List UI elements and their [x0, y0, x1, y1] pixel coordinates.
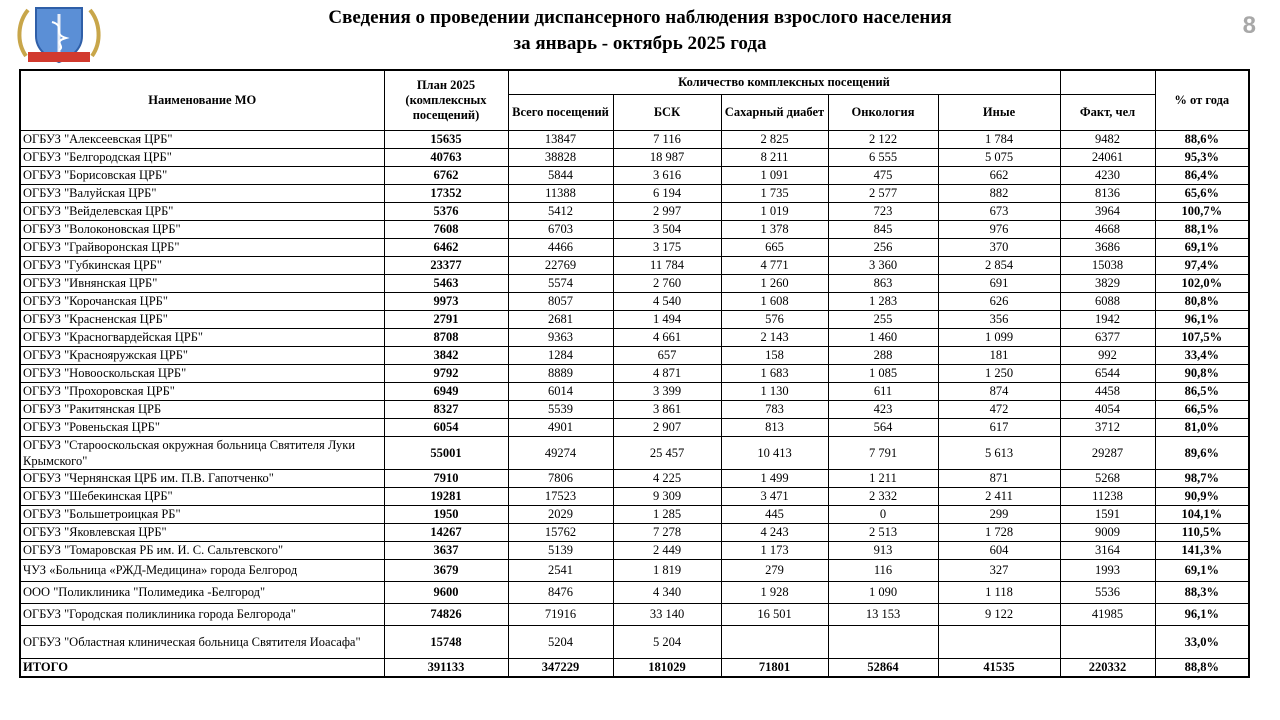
- cell-percent: 69,1%: [1155, 559, 1249, 581]
- table-row: [20, 603, 1249, 625]
- cell-percent: 33,4%: [1155, 346, 1249, 364]
- cell-oncology: [828, 625, 938, 658]
- cell-oncology: 863: [828, 274, 938, 292]
- cell-other: 1 099: [938, 328, 1060, 346]
- cell-oncology: 1 211: [828, 469, 938, 487]
- cell-diabetes: 4 771: [721, 256, 828, 274]
- table-row: [20, 541, 1249, 559]
- cell-plan: 14267: [384, 523, 508, 541]
- header-blank: [1060, 70, 1155, 94]
- cell-total: 5139: [508, 541, 613, 559]
- cell-bsk: 18 987: [613, 148, 721, 166]
- cell-bsk: 2 997: [613, 202, 721, 220]
- cell-diabetes: 3 471: [721, 487, 828, 505]
- cell-fact: 8136: [1060, 184, 1155, 202]
- cell-fact: 5268: [1060, 469, 1155, 487]
- cell-oncology: 288: [828, 346, 938, 364]
- cell-diabetes: 279: [721, 559, 828, 581]
- cell-other: 604: [938, 541, 1060, 559]
- cell-name: ОГБУЗ "Краснояружская ЦРБ": [20, 346, 384, 364]
- cell-percent: 104,1%: [1155, 505, 1249, 523]
- title-line-1: Сведения о проведении диспансерного наблюдения взрослого населения: [328, 7, 952, 28]
- cell-bsk: 4 225: [613, 469, 721, 487]
- cell-name: ОГБУЗ "Ракитянская ЦРБ: [20, 400, 384, 418]
- cell-name: ОГБУЗ "Валуйская ЦРБ": [20, 184, 384, 202]
- cell-oncology: 913: [828, 541, 938, 559]
- cell-name: ОГБУЗ "Городская поликлиника города Белгорода": [20, 603, 384, 625]
- table-row: [20, 505, 1249, 523]
- cell-other: 370: [938, 238, 1060, 256]
- cell-oncology: 52864: [828, 658, 938, 677]
- cell-diabetes: 1 499: [721, 469, 828, 487]
- cell-fact: 3686: [1060, 238, 1155, 256]
- cell-name: ОГБУЗ "Борисовская ЦРБ": [20, 166, 384, 184]
- cell-name: ЧУЗ «Больница «РЖД-Медицина» города Белгород: [20, 559, 384, 581]
- cell-other: 181: [938, 346, 1060, 364]
- cell-fact: 24061: [1060, 148, 1155, 166]
- table-body: [20, 130, 1249, 677]
- cell-total: 4901: [508, 418, 613, 436]
- cell-percent: 98,7%: [1155, 469, 1249, 487]
- cell-total: 11388: [508, 184, 613, 202]
- cell-diabetes: 1 378: [721, 220, 828, 238]
- cell-total: 15762: [508, 523, 613, 541]
- cell-bsk: 3 616: [613, 166, 721, 184]
- cell-name: ОГБУЗ "Волоконовская ЦРБ": [20, 220, 384, 238]
- header-other: Иные: [938, 94, 1060, 130]
- cell-other: 882: [938, 184, 1060, 202]
- cell-name: ОГБУЗ "Чернянская ЦРБ им. П.В. Гапотченко": [20, 469, 384, 487]
- cell-fact: 4230: [1060, 166, 1155, 184]
- cell-bsk: 1 285: [613, 505, 721, 523]
- cell-total: 22769: [508, 256, 613, 274]
- cell-fact: 992: [1060, 346, 1155, 364]
- cell-fact: 1942: [1060, 310, 1155, 328]
- cell-fact: 29287: [1060, 436, 1155, 469]
- cell-total: 13847: [508, 130, 613, 148]
- cell-total: 5844: [508, 166, 613, 184]
- cell-name: ОГБУЗ "Новооскольская ЦРБ": [20, 364, 384, 382]
- cell-bsk: 3 175: [613, 238, 721, 256]
- cell-total: 8476: [508, 581, 613, 603]
- cell-other: 472: [938, 400, 1060, 418]
- cell-total: 38828: [508, 148, 613, 166]
- cell-total: 5574: [508, 274, 613, 292]
- cell-diabetes: 665: [721, 238, 828, 256]
- cell-other: 691: [938, 274, 1060, 292]
- cell-total: 6703: [508, 220, 613, 238]
- cell-name: ОГБУЗ "Белгородская ЦРБ": [20, 148, 384, 166]
- cell-diabetes: 10 413: [721, 436, 828, 469]
- cell-percent: 88,1%: [1155, 220, 1249, 238]
- cell-percent: 81,0%: [1155, 418, 1249, 436]
- cell-plan: 391133: [384, 658, 508, 677]
- cell-oncology: 2 513: [828, 523, 938, 541]
- cell-total: 2681: [508, 310, 613, 328]
- cell-other: 673: [938, 202, 1060, 220]
- cell-name: ОГБУЗ "Областная клиническая больница Святителя Иоасафа": [20, 625, 384, 658]
- header-bsk: БСК: [613, 94, 721, 130]
- cell-total: 49274: [508, 436, 613, 469]
- cell-bsk: 1 494: [613, 310, 721, 328]
- cell-other: 662: [938, 166, 1060, 184]
- organization-logo: [14, 2, 104, 68]
- cell-plan: 8327: [384, 400, 508, 418]
- cell-bsk: 2 907: [613, 418, 721, 436]
- table-row: [20, 625, 1249, 658]
- cell-plan: 15748: [384, 625, 508, 658]
- cell-plan: 3842: [384, 346, 508, 364]
- cell-percent: 110,5%: [1155, 523, 1249, 541]
- cell-name: ОГБУЗ "Ровеньская ЦРБ": [20, 418, 384, 436]
- cell-percent: 95,3%: [1155, 148, 1249, 166]
- cell-other: 1 784: [938, 130, 1060, 148]
- cell-diabetes: 2 143: [721, 328, 828, 346]
- cell-diabetes: 1 173: [721, 541, 828, 559]
- cell-name: ООО "Поликлиника "Полимедика -Белгород": [20, 581, 384, 603]
- cell-oncology: 1 460: [828, 328, 938, 346]
- cell-total: 4466: [508, 238, 613, 256]
- cell-total: 5412: [508, 202, 613, 220]
- cell-plan: 17352: [384, 184, 508, 202]
- cell-oncology: 13 153: [828, 603, 938, 625]
- cell-fact: 9482: [1060, 130, 1155, 148]
- cell-plan: 1950: [384, 505, 508, 523]
- cell-percent: 89,6%: [1155, 436, 1249, 469]
- cell-fact: 6544: [1060, 364, 1155, 382]
- cell-diabetes: 2 825: [721, 130, 828, 148]
- cell-diabetes: 8 211: [721, 148, 828, 166]
- cell-fact: 4054: [1060, 400, 1155, 418]
- cell-other: 874: [938, 382, 1060, 400]
- cell-total: 2029: [508, 505, 613, 523]
- cell-percent: 107,5%: [1155, 328, 1249, 346]
- header-total-visits: Всего посещений: [508, 94, 613, 130]
- cell-plan: 55001: [384, 436, 508, 469]
- table-row: [20, 130, 1249, 148]
- cell-bsk: 3 861: [613, 400, 721, 418]
- cell-bsk: 1 819: [613, 559, 721, 581]
- cell-fact: 3164: [1060, 541, 1155, 559]
- cell-fact: 1591: [1060, 505, 1155, 523]
- cell-bsk: 9 309: [613, 487, 721, 505]
- cell-percent: 88,3%: [1155, 581, 1249, 603]
- cell-plan: 19281: [384, 487, 508, 505]
- cell-fact: 1993: [1060, 559, 1155, 581]
- cell-other: 2 854: [938, 256, 1060, 274]
- cell-name: ОГБУЗ "Шебекинская ЦРБ": [20, 487, 384, 505]
- header-diabetes: Сахарный диабет: [721, 94, 828, 130]
- cell-total: 5539: [508, 400, 613, 418]
- cell-diabetes: 1 683: [721, 364, 828, 382]
- table-row: [20, 559, 1249, 581]
- cell-percent: 33,0%: [1155, 625, 1249, 658]
- cell-plan: 6949: [384, 382, 508, 400]
- cell-plan: 8708: [384, 328, 508, 346]
- cell-oncology: 116: [828, 559, 938, 581]
- cell-total: 2541: [508, 559, 613, 581]
- cell-plan: 23377: [384, 256, 508, 274]
- cell-total: 6014: [508, 382, 613, 400]
- cell-name: ОГБУЗ "Большетроицкая РБ": [20, 505, 384, 523]
- document-title: [250, 5, 1030, 57]
- table-row: [20, 346, 1249, 364]
- table-row: [20, 328, 1249, 346]
- table-row: [20, 166, 1249, 184]
- cell-bsk: 2 449: [613, 541, 721, 559]
- cell-bsk: 2 760: [613, 274, 721, 292]
- cell-bsk: 181029: [613, 658, 721, 677]
- cell-other: [938, 625, 1060, 658]
- cell-fact: [1060, 625, 1155, 658]
- cell-fact: 4458: [1060, 382, 1155, 400]
- cell-other: 356: [938, 310, 1060, 328]
- cell-total: 9363: [508, 328, 613, 346]
- cell-other: 1 728: [938, 523, 1060, 541]
- cell-diabetes: 1 735: [721, 184, 828, 202]
- cell-name: ОГБУЗ "Старооскольская окружная больница Святителя Луки Крымского": [20, 436, 384, 469]
- cell-fact: 15038: [1060, 256, 1155, 274]
- cell-percent: 97,4%: [1155, 256, 1249, 274]
- cell-total: 1284: [508, 346, 613, 364]
- cell-bsk: 33 140: [613, 603, 721, 625]
- cell-name: ОГБУЗ "Яковлевская ЦРБ": [20, 523, 384, 541]
- table-row: [20, 469, 1249, 487]
- cell-fact: 41985: [1060, 603, 1155, 625]
- cell-other: 41535: [938, 658, 1060, 677]
- header-name: Наименование МО: [20, 70, 384, 130]
- cell-total: 8889: [508, 364, 613, 382]
- cell-bsk: 4 661: [613, 328, 721, 346]
- cell-bsk: 3 504: [613, 220, 721, 238]
- cell-other: 5 613: [938, 436, 1060, 469]
- header-oncology: Онкология: [828, 94, 938, 130]
- table-row: [20, 238, 1249, 256]
- cell-name: ОГБУЗ "Прохоровская ЦРБ": [20, 382, 384, 400]
- cell-bsk: 4 871: [613, 364, 721, 382]
- cell-diabetes: [721, 625, 828, 658]
- cell-oncology: 2 122: [828, 130, 938, 148]
- dispensary-table: [19, 69, 1250, 678]
- cell-oncology: 723: [828, 202, 938, 220]
- cell-bsk: 5 204: [613, 625, 721, 658]
- table-row: [20, 220, 1249, 238]
- cell-diabetes: 71801: [721, 658, 828, 677]
- cell-diabetes: 813: [721, 418, 828, 436]
- cell-oncology: 255: [828, 310, 938, 328]
- cell-diabetes: 1 019: [721, 202, 828, 220]
- cell-bsk: 6 194: [613, 184, 721, 202]
- cell-other: 617: [938, 418, 1060, 436]
- cell-total: 7806: [508, 469, 613, 487]
- cell-diabetes: 445: [721, 505, 828, 523]
- cell-other: 626: [938, 292, 1060, 310]
- total-row: [20, 658, 1249, 677]
- cell-name: ИТОГО: [20, 658, 384, 677]
- cell-plan: 9792: [384, 364, 508, 382]
- cell-oncology: 7 791: [828, 436, 938, 469]
- cell-plan: 5463: [384, 274, 508, 292]
- cell-bsk: 657: [613, 346, 721, 364]
- header-visits-group: Количество комплексных посещений: [508, 70, 1060, 94]
- cell-oncology: 6 555: [828, 148, 938, 166]
- cell-plan: 15635: [384, 130, 508, 148]
- cell-total: 347229: [508, 658, 613, 677]
- cell-fact: 11238: [1060, 487, 1155, 505]
- table-row: [20, 274, 1249, 292]
- cell-diabetes: 16 501: [721, 603, 828, 625]
- header-percent: % от года: [1155, 70, 1249, 130]
- cell-plan: 6054: [384, 418, 508, 436]
- cell-fact: 3712: [1060, 418, 1155, 436]
- cell-fact: 5536: [1060, 581, 1155, 603]
- cell-total: 8057: [508, 292, 613, 310]
- cell-plan: 9973: [384, 292, 508, 310]
- table-row: [20, 581, 1249, 603]
- cell-fact: 220332: [1060, 658, 1155, 677]
- table-row: [20, 364, 1249, 382]
- cell-diabetes: 1 091: [721, 166, 828, 184]
- cell-diabetes: 1 928: [721, 581, 828, 603]
- cell-bsk: 4 540: [613, 292, 721, 310]
- cell-plan: 40763: [384, 148, 508, 166]
- cell-percent: 141,3%: [1155, 541, 1249, 559]
- table-row: [20, 148, 1249, 166]
- cell-percent: 80,8%: [1155, 292, 1249, 310]
- cell-oncology: 3 360: [828, 256, 938, 274]
- page-number: 8: [1242, 12, 1256, 39]
- cell-fact: 3964: [1060, 202, 1155, 220]
- cell-oncology: 1 085: [828, 364, 938, 382]
- cell-diabetes: 783: [721, 400, 828, 418]
- cell-oncology: 423: [828, 400, 938, 418]
- cell-oncology: 1 283: [828, 292, 938, 310]
- cell-name: ОГБУЗ "Томаровская РБ им. И. С. Сальтевского": [20, 541, 384, 559]
- cell-percent: 86,5%: [1155, 382, 1249, 400]
- cell-bsk: 11 784: [613, 256, 721, 274]
- cell-oncology: 2 332: [828, 487, 938, 505]
- cell-diabetes: 158: [721, 346, 828, 364]
- cell-total: 17523: [508, 487, 613, 505]
- cell-oncology: 564: [828, 418, 938, 436]
- cell-oncology: 2 577: [828, 184, 938, 202]
- cell-other: 2 411: [938, 487, 1060, 505]
- cell-other: 1 250: [938, 364, 1060, 382]
- cell-plan: 9600: [384, 581, 508, 603]
- cell-oncology: 845: [828, 220, 938, 238]
- cell-percent: 102,0%: [1155, 274, 1249, 292]
- cell-other: 299: [938, 505, 1060, 523]
- cell-name: ОГБУЗ "Ивнянская ЦРБ": [20, 274, 384, 292]
- cell-total: 5204: [508, 625, 613, 658]
- cell-oncology: 475: [828, 166, 938, 184]
- cell-fact: 9009: [1060, 523, 1155, 541]
- cell-bsk: 7 116: [613, 130, 721, 148]
- table-row: [20, 436, 1249, 469]
- cell-percent: 96,1%: [1155, 310, 1249, 328]
- table-row: [20, 184, 1249, 202]
- table-row: [20, 202, 1249, 220]
- cell-percent: 96,1%: [1155, 603, 1249, 625]
- cell-plan: 7608: [384, 220, 508, 238]
- header-fact: Факт, чел: [1060, 94, 1155, 130]
- table-row: [20, 256, 1249, 274]
- cell-oncology: 0: [828, 505, 938, 523]
- cell-bsk: 4 340: [613, 581, 721, 603]
- table-row: [20, 487, 1249, 505]
- cell-name: ОГБУЗ "Корочанская ЦРБ": [20, 292, 384, 310]
- cell-oncology: 611: [828, 382, 938, 400]
- table-row: [20, 418, 1249, 436]
- cell-percent: 88,8%: [1155, 658, 1249, 677]
- cell-other: 327: [938, 559, 1060, 581]
- cell-oncology: 1 090: [828, 581, 938, 603]
- table-row: [20, 310, 1249, 328]
- cell-other: 5 075: [938, 148, 1060, 166]
- cell-name: ОГБУЗ "Алексеевская ЦРБ": [20, 130, 384, 148]
- cell-percent: 86,4%: [1155, 166, 1249, 184]
- cell-total: 71916: [508, 603, 613, 625]
- cell-percent: 88,6%: [1155, 130, 1249, 148]
- cell-name: ОГБУЗ "Красногвардейская ЦРБ": [20, 328, 384, 346]
- cell-oncology: 256: [828, 238, 938, 256]
- cell-plan: 3679: [384, 559, 508, 581]
- cell-name: ОГБУЗ "Грайворонская ЦРБ": [20, 238, 384, 256]
- cell-bsk: 7 278: [613, 523, 721, 541]
- cell-other: 871: [938, 469, 1060, 487]
- cell-fact: 6377: [1060, 328, 1155, 346]
- cell-fact: 3829: [1060, 274, 1155, 292]
- cell-name: ОГБУЗ "Вейделевская ЦРБ": [20, 202, 384, 220]
- cell-bsk: 25 457: [613, 436, 721, 469]
- cell-percent: 90,9%: [1155, 487, 1249, 505]
- table-row: [20, 400, 1249, 418]
- cell-name: ОГБУЗ "Губкинская ЦРБ": [20, 256, 384, 274]
- cell-plan: 6462: [384, 238, 508, 256]
- cell-fact: 4668: [1060, 220, 1155, 238]
- cell-diabetes: 1 608: [721, 292, 828, 310]
- cell-plan: 2791: [384, 310, 508, 328]
- cell-percent: 65,6%: [1155, 184, 1249, 202]
- cell-other: 1 118: [938, 581, 1060, 603]
- cell-other: 976: [938, 220, 1060, 238]
- cell-plan: 7910: [384, 469, 508, 487]
- cell-diabetes: 576: [721, 310, 828, 328]
- cell-plan: 5376: [384, 202, 508, 220]
- table-row: [20, 292, 1249, 310]
- cell-plan: 3637: [384, 541, 508, 559]
- cell-other: 9 122: [938, 603, 1060, 625]
- header-plan: План 2025 (комплексных посещений): [384, 70, 508, 130]
- cell-diabetes: 1 260: [721, 274, 828, 292]
- cell-name: ОГБУЗ "Красненская ЦРБ": [20, 310, 384, 328]
- cell-plan: 74826: [384, 603, 508, 625]
- cell-percent: 69,1%: [1155, 238, 1249, 256]
- table-row: [20, 523, 1249, 541]
- cell-fact: 6088: [1060, 292, 1155, 310]
- cell-plan: 6762: [384, 166, 508, 184]
- cell-percent: 90,8%: [1155, 364, 1249, 382]
- title-line-2: за январь - октябрь 2025 года: [513, 33, 767, 54]
- table-row: [20, 382, 1249, 400]
- cell-bsk: 3 399: [613, 382, 721, 400]
- cell-diabetes: 1 130: [721, 382, 828, 400]
- cell-diabetes: 4 243: [721, 523, 828, 541]
- cell-percent: 66,5%: [1155, 400, 1249, 418]
- cell-percent: 100,7%: [1155, 202, 1249, 220]
